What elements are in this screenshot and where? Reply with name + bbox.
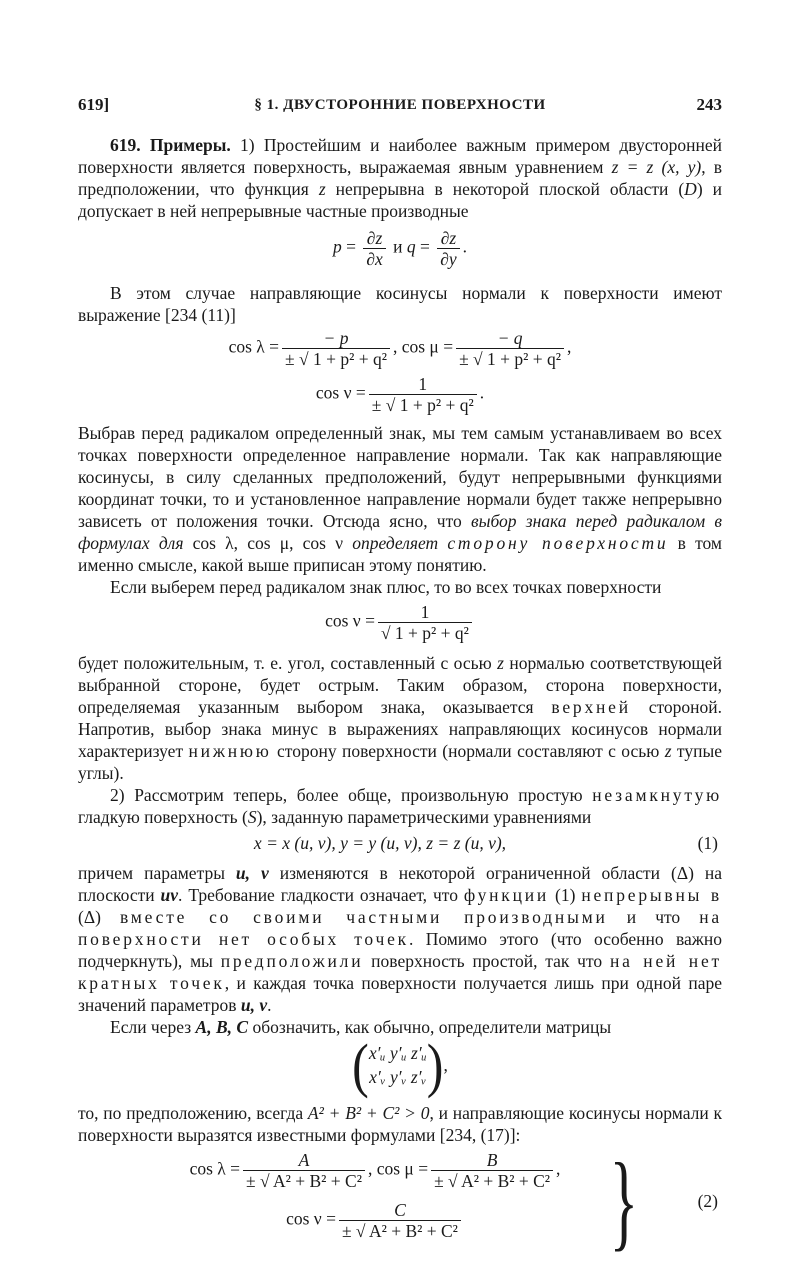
running-title: § 1. ДВУСТОРОННИЕ ПОВЕРХНОСТИ: [254, 97, 546, 113]
paragraph-plus-sign: Если выберем перед радикалом знак плюс, то во всех точках поверхности: [110, 577, 662, 597]
equation-number-1: (1): [697, 833, 718, 853]
section-label: 619. Примеры.: [110, 135, 231, 155]
formula-cos-nu: cos ν = $\frac{1}{\text{± √ 1 + p² + q²}}$ .: [315, 374, 485, 415]
paragraph-sign-choice: Выбрав перед радикалом определенный знак, мы тем самым устанавливаем во всех точках поверхности определенное направление нормали. Так как направляющие косинусы, в силу сделанных предположений, будут непрерывными функциями координат точки, то и установленное направление нормали будет также непрерывно зависеть от положения точки. Отсюда ясно, что выбор знака перед радикалом в формулах для cos λ, cos μ, cos ν определяет сторону поверхности в том именно смысле, какой выше приписан этому понятию.: [78, 423, 723, 575]
formula-cos-nu-positive: cos ν = $\frac{1}{\text{√ 1 + p² + q²}}$: [78, 598, 722, 652]
formula-cos-lambda-mu: cos λ = $\frac{- p}{\text{± √ 1 + p² + q²}}$ , cos μ = $\frac{- q}{\text{± √ 1 + p² + q²}}$ ,: [228, 328, 572, 369]
paragraph-normal-cosines: то, по предположению, всегда A² + B² + C² > 0, и направляющие косинусы нормали к поверхности выразятся известными формулами [234, (17)]:: [78, 1103, 723, 1145]
equation-number-2: (2): [697, 1191, 718, 1211]
paragraph-parametric-surface: 2) Рассмотрим теперь, более обще, произвольную простую незамкнутую гладкую поверхность (S), заданную параметрическими уравнениями: [78, 785, 722, 827]
formula-jacobian-matrix: ( x′ᵤ y′ᵤ z′ᵤ x′ᵥ y′ᵥ z′ᵥ ) ,: [352, 1031, 448, 1099]
page-body: [78, 134, 723, 1261]
fraction-dz-dy: $\frac{\partial z}{\partial y}$: [437, 228, 459, 269]
formula-partial-derivatives: p = $\frac{\partial z}{\partial x}$ и q = $\frac{\partial z}{\partial y}$ .: [332, 228, 468, 269]
section-reference: 619]: [78, 95, 110, 114]
paragraph-smoothness: причем параметры u, v изменяются в некоторой ограниченной области (Δ) на плоскости uv. Требование гладкости означает, что функции (1) непрерывны в (Δ) вместе со своими частными производными и что на поверхности нет особых точек. Помимо этого (что особенно важно подчеркнуть), мы предположили поверхность простой, так что на ней нет кратных точек, и каждая точка поверхности получается лишь при одной паре значений параметров u, v.: [78, 863, 723, 1015]
formula-cos-nu-abc: cos ν = $\frac{C}{\text{± √ A² + B² + C²}}$: [78, 1200, 722, 1250]
formula-parametric-equations: x = x (u, v), y = y (u, v), z = z (u, v), (1): [253, 833, 718, 853]
formula-block-2: [78, 1142, 722, 1261]
fraction-dz-dx: $\frac{\partial z}{\partial x}$: [363, 228, 385, 269]
paragraph-direction-cosines: В этом случае направляющие косинусы нормали к поверхности имеют выражение [234 (11)]: [78, 283, 722, 325]
right-brace: }: [609, 1142, 639, 1261]
paragraph-upper-side: будет положительным, т. е. угол, составленный с осью z нормалью соответствующей выбранной стороне, будет острым. Таким образом, сторона поверхности, определяемая указанным выбором знака, оказывается верхней стороной. Напротив, выбор знака минус в выражениях направляющих косинусов нормали характеризует нижнюю сторону поверхности (нормали составляют с осью z тупые углы).: [78, 653, 723, 783]
paragraph-determinants: Если через A, B, C обозначить, как обычно, определители матрицы: [110, 1017, 612, 1037]
page-number: 243: [696, 95, 722, 114]
formula-cos-lambda-mu-abc: cos λ = $\frac{A}{\text{± √ A² + B² + C²}}$ , cos μ = $\frac{B}{\text{± √ A² + B² + C²}}$ ,: [189, 1150, 561, 1191]
paragraph-examples-intro: 619. Примеры. 1) Простейшим и наиболее важным примером двусторонней поверхности является поверхность, выражаемая явным уравнением z = z (x, y), в предположении, что функция z непрерывна в некоторой плоской области (D) и допускает в ней непрерывные частные производные: [78, 135, 723, 221]
running-header: [78, 94, 722, 118]
